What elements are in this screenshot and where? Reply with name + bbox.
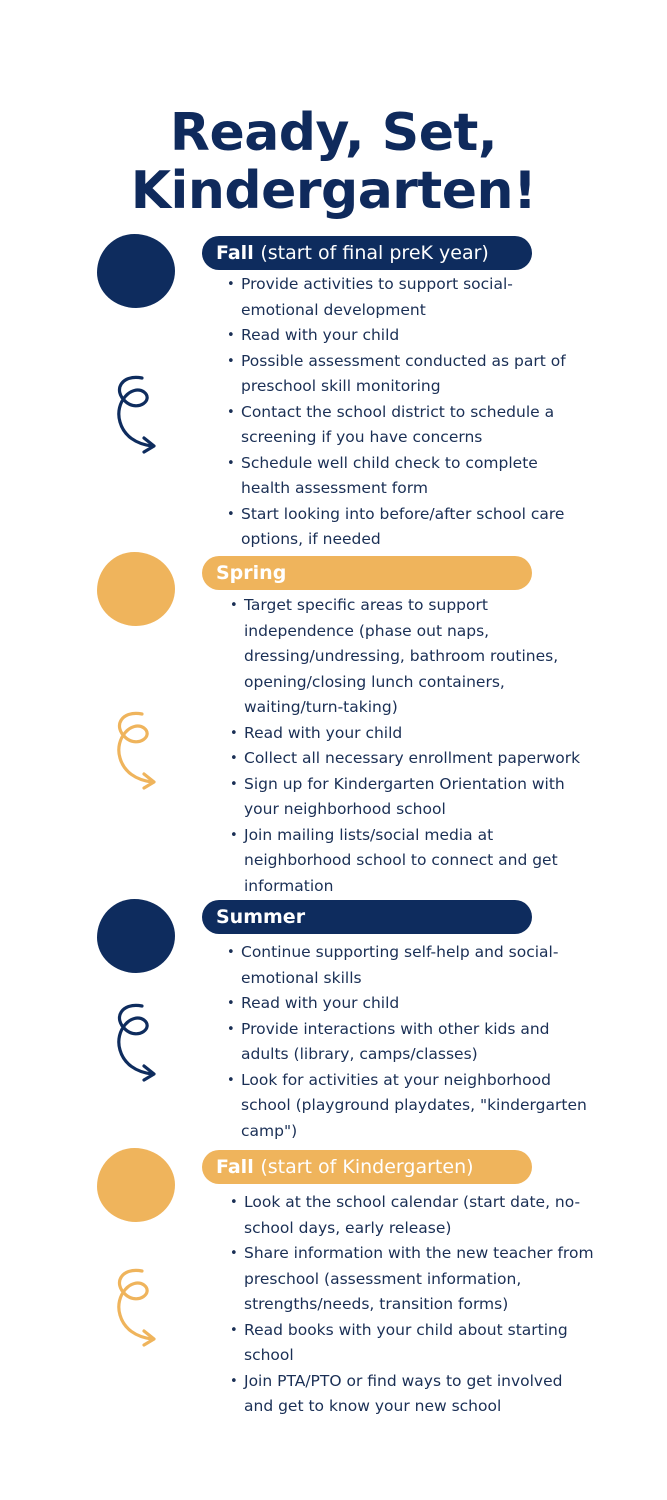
list-item: • Read with your child xyxy=(230,721,595,747)
section-header-fall-kindergarten xyxy=(202,1150,532,1184)
list-item: • Target specific areas to support independence (phase out naps, dressing/undressing, bathroom routines, opening/closing lunch containers, waiting/turn-taking) xyxy=(230,593,595,721)
title-line-2: Kindergarten! xyxy=(130,161,537,221)
gold-blob-icon xyxy=(97,552,175,626)
swirl-arrow-icon xyxy=(108,1000,164,1084)
list-item: • Join PTA/PTO or find ways to get involved and get to know your new school xyxy=(230,1369,595,1420)
navy-blob-icon xyxy=(97,234,175,308)
list-item: • Read with your child xyxy=(227,323,577,349)
checklist-spring xyxy=(230,593,595,899)
section-title: Fall xyxy=(216,1156,254,1178)
section-title: Fall xyxy=(216,242,254,264)
list-item: • Sign up for Kindergarten Orientation with your neighborhood school xyxy=(230,772,595,823)
list-item: • Look at the school calendar (start date, no-school days, early release) xyxy=(230,1190,595,1241)
swirl-arrow-icon xyxy=(108,1265,164,1349)
navy-blob-icon xyxy=(97,899,175,973)
list-item: • Start looking into before/after school care options, if needed xyxy=(227,502,577,553)
list-item: • Contact the school district to schedule a screening if you have concerns xyxy=(227,400,577,451)
section-header-spring xyxy=(202,556,532,590)
list-item: • Possible assessment conducted as part of preschool skill monitoring xyxy=(227,349,577,400)
list-item: • Collect all necessary enrollment paperwork xyxy=(230,746,595,772)
list-item: • Schedule well child check to complete health assessment form xyxy=(227,451,577,502)
list-item: • Read books with your child about starting school xyxy=(230,1318,595,1369)
section-subtitle: (start of final preK year) xyxy=(260,242,489,264)
checklist-fall-kindergarten xyxy=(230,1190,595,1420)
section-title: Spring xyxy=(216,562,287,584)
swirl-arrow-icon xyxy=(108,708,164,792)
title-line-1: Ready, Set, xyxy=(169,103,498,163)
section-subtitle: (start of Kindergarten) xyxy=(260,1156,474,1178)
list-item: • Join mailing lists/social media at neighborhood school to connect and get information xyxy=(230,823,595,900)
list-item: • Share information with the new teacher from preschool (assessment information, strengths/needs, transition forms) xyxy=(230,1241,595,1318)
checklist-fall-prek xyxy=(227,272,577,553)
checklist-summer xyxy=(227,940,592,1144)
section-header-summer xyxy=(202,900,532,934)
section-title: Summer xyxy=(216,906,306,928)
header-kicker xyxy=(0,48,667,108)
list-item: • Provide interactions with other kids and adults (library, camps/classes) xyxy=(227,1017,592,1068)
kicker-arc xyxy=(0,48,667,108)
list-item: • Read with your child xyxy=(227,991,592,1017)
list-item: • Continue supporting self-help and social-emotional skills xyxy=(227,940,592,991)
list-item: • Look for activities at your neighborhood school (playground playdates, "kindergarten camp") xyxy=(227,1068,592,1145)
page-title xyxy=(0,104,667,220)
swirl-arrow-icon xyxy=(108,372,164,456)
section-header-fall-prek xyxy=(202,236,532,270)
gold-blob-icon xyxy=(97,1148,175,1222)
list-item: • Provide activities to support social-emotional development xyxy=(227,272,577,323)
